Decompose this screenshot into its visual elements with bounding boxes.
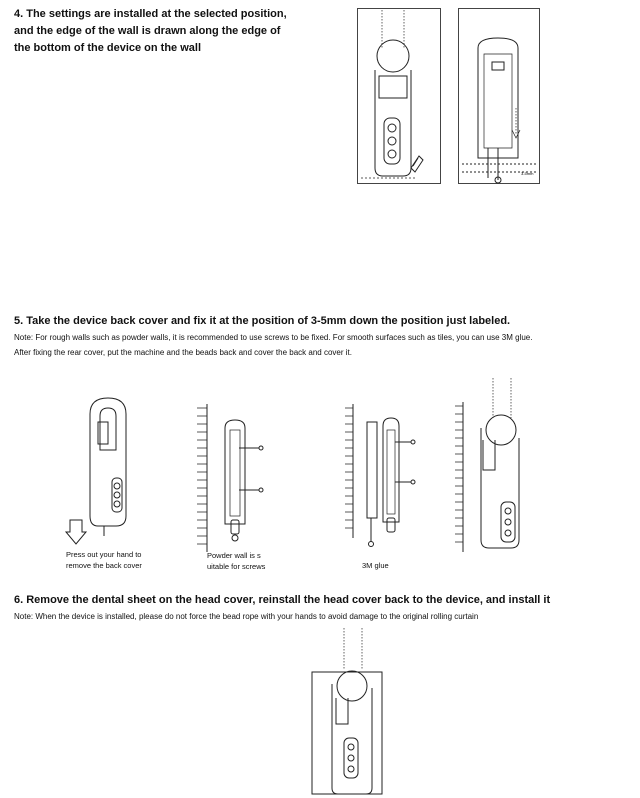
step5-figure-3m-glue <box>343 404 425 552</box>
step5-figure-installed <box>453 378 533 552</box>
step4-line1: 4. The settings are installed at the selected position, <box>14 8 287 20</box>
step5-figure-remove-cover <box>68 396 148 546</box>
step4-figure-device-front <box>357 8 441 184</box>
step4-line3: the bottom of the device on the wall <box>14 42 202 54</box>
step6-figure-final <box>308 628 390 796</box>
caption-glue: 3M glue <box>362 561 389 570</box>
caption-press-line1: Press out your hand to <box>66 550 142 559</box>
step5-figure-screws <box>195 404 277 552</box>
step5-note2: After fixing the rear cover, put the machine and the beads back and cover the back and cover it. <box>14 348 352 357</box>
caption-powder-line1: Powder wall is s <box>207 551 261 560</box>
step6-title: 6. Remove the dental sheet on the head cover, reinstall the head cover back to the device, and install it <box>14 594 551 606</box>
step6-note: Note: When the device is installed, please do not force the bead rope with your hands to avoid damage to the original rolling curtain <box>14 612 479 621</box>
caption-press <box>66 549 142 571</box>
caption-powder <box>207 550 265 572</box>
caption-press-line2: remove the back cover <box>66 561 142 570</box>
step4-figure-back-cover <box>458 8 540 184</box>
step5-note1: Note: For rough walls such as powder walls, it is recommended to use screws to be fixed. For smooth surfaces such as tiles, you can use 3M glue. <box>14 333 533 342</box>
step4-line2: and the edge of the wall is drawn along the edge of <box>14 25 281 37</box>
step4-text <box>14 6 287 57</box>
measure-label: 3-5mm <box>521 171 534 176</box>
step5-title: 5. Take the device back cover and fix it at the position of 3-5mm down the position just labeled. <box>14 315 511 327</box>
caption-powder-line2: uitable for screws <box>207 562 266 571</box>
